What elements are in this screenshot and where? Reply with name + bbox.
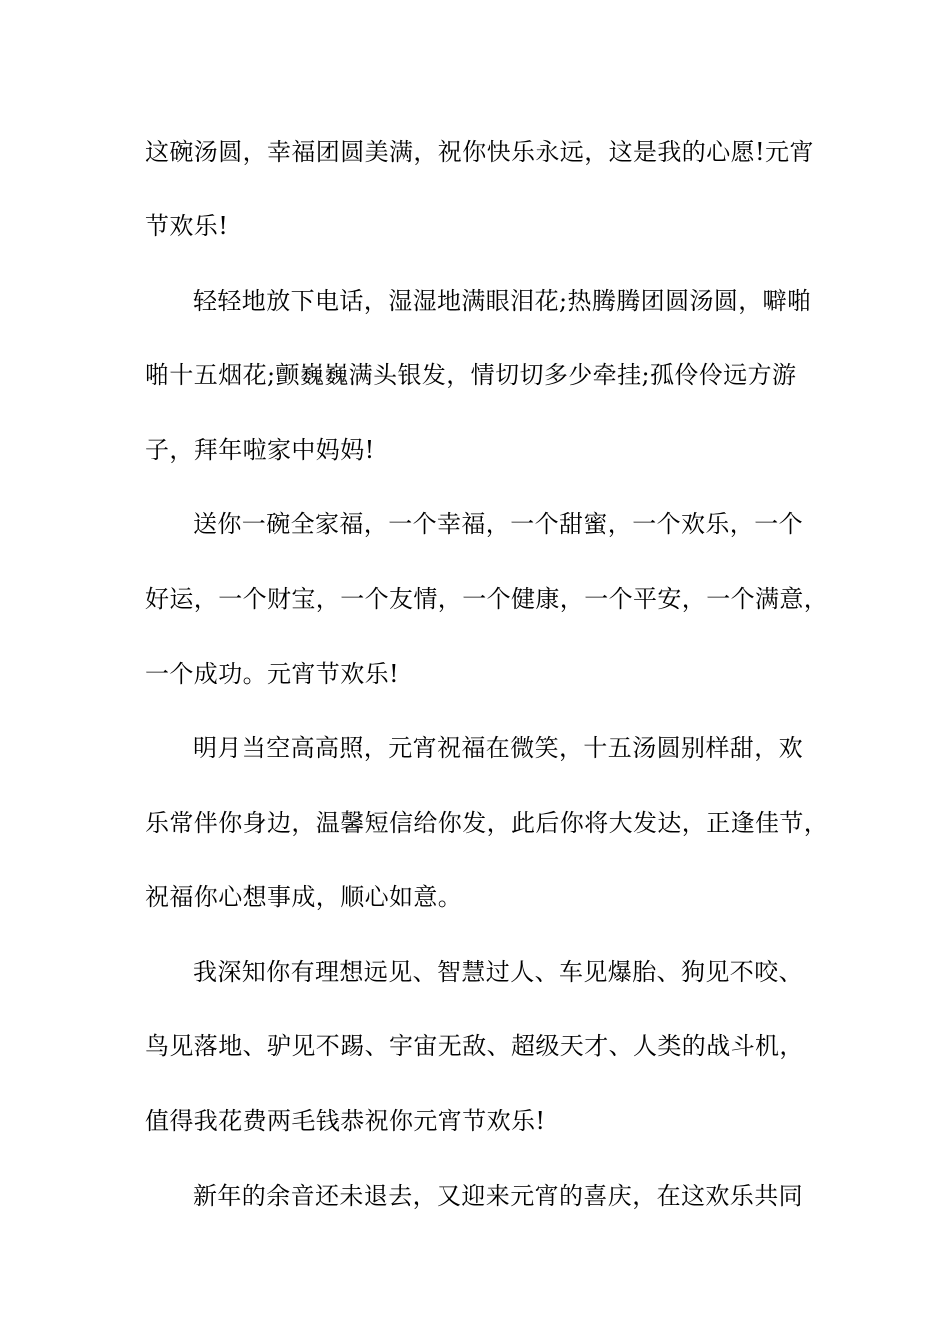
text-line: 鸟见落地、驴见不踢、宇宙无敌、超级天才、人类的战斗机， — [145, 1032, 804, 1060]
paragraph-first-line: 新年的余音还未退去，又迎来元宵的喜庆，在这欢乐共同 — [193, 1182, 803, 1210]
text-line: 一个成功。元宵节欢乐! — [145, 660, 400, 688]
text-line: 啪十五烟花;颤巍巍满头银发，情切切多少牵挂;孤伶伶远方游 — [145, 361, 797, 389]
paragraph-first-line: 送你一碗全家福，一个幸福，一个甜蜜，一个欢乐，一个 — [193, 510, 803, 538]
text-line: 乐常伴你身边，温馨短信给你发，此后你将大发达，正逢佳节， — [145, 809, 829, 837]
paragraph-first-line: 轻轻地放下电话，湿湿地满眼泪花;热腾腾团圆汤圆，噼啪 — [193, 287, 812, 315]
text-line: 好运，一个财宝，一个友情，一个健康，一个平安，一个满意， — [145, 585, 829, 613]
text-line: 子，拜年啦家中妈妈! — [145, 436, 375, 464]
text-line: 值得我花费两毛钱恭祝你元宵节欢乐! — [145, 1107, 546, 1135]
text-line: 这碗汤圆，幸福团圆美满，祝你快乐永远，这是我的心愿!元宵 — [145, 138, 814, 166]
paragraph-first-line: 我深知你有理想远见、智慧过人、车见爆胎、狗见不咬、 — [193, 958, 803, 986]
text-line: 祝福你心想事成，顺心如意。 — [145, 883, 463, 911]
text-line: 节欢乐! — [145, 212, 229, 240]
paragraph-first-line: 明月当空高高照，元宵祝福在微笑，十五汤圆别样甜，欢 — [193, 734, 803, 762]
